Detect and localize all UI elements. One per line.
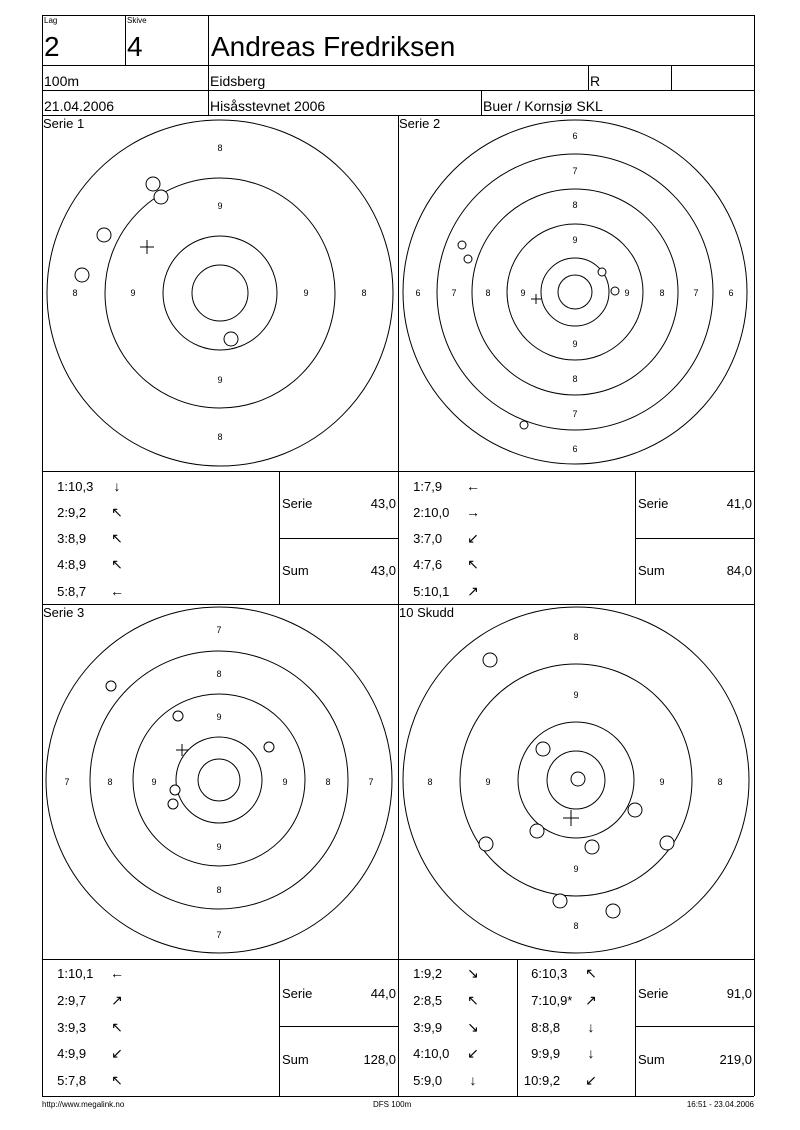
ring-label: 6 [572,444,578,454]
serie-value: 91,0 [726,986,752,1001]
skive-label: Skive [127,16,147,25]
shot-hole [97,228,111,242]
shot-row: 3:9,3 ↖ [42,1020,126,1034]
ring-label: 9 [573,690,579,700]
direction-arrow-icon: ← [110,583,124,599]
sum-label: Sum [282,1052,309,1067]
club: Eidsberg [210,73,266,89]
shot-hole [75,268,89,282]
direction-arrow-icon: ↓ [587,1019,595,1035]
direction-arrow-icon: ↓ [469,1072,477,1088]
direction-arrow-icon: ↖ [111,530,123,546]
direction-arrow-icon: ↓ [113,478,121,494]
footer-url[interactable]: http://www.megalink.no [42,1100,125,1109]
target-serie-2 [398,115,754,471]
footer-timestamp: 16:51 - 23.04.2006 [686,1100,754,1109]
shot-hole [464,255,472,263]
date: 21.04.2006 [44,98,115,114]
shot-row: 7:10,9* ↗ [516,993,600,1007]
serie-label: Serie [282,496,313,511]
shot-hole [530,824,544,838]
shot-row: 1:7,9 ← [413,478,480,494]
ring-label: 6 [415,288,421,298]
serie-label: Serie [638,986,669,1001]
target-title-2: Serie 2 [399,116,441,131]
ring-label: 6 [572,131,578,141]
ring-label: 8 [216,669,222,679]
ring-label: 7 [368,777,374,787]
serie-value: 44,0 [370,986,396,1001]
ring-label: 9 [573,864,579,874]
shot-row: 5:8,7 ← [57,583,124,599]
direction-arrow-icon: ↘ [467,965,479,981]
sum-value: 128,0 [363,1052,396,1067]
shot-hole [585,840,599,854]
shot-row: 6:10,3 ↖ [516,966,600,980]
ring-label: 8 [573,632,579,642]
ring-label: 9 [303,288,309,298]
serie-value: 43,0 [370,496,396,511]
ring-label: 8 [573,921,579,931]
shot-row: 3:8,9 ↖ [42,531,126,545]
shot-row: 1:10,3 ↓ [42,479,126,493]
serie-value: 41,0 [726,496,752,511]
shot-hole [660,836,674,850]
ring-label: 9 [624,288,630,298]
target-serie-3 [42,604,398,959]
shot-hole [611,287,619,295]
shot-row: 5:10,1 ↗ [398,584,482,598]
direction-arrow-icon: ↖ [111,504,123,520]
ring-label: 7 [64,777,70,787]
ring-label: 8 [361,288,367,298]
ring-label: 7 [572,166,578,176]
shot-row: 5:9,0 ↓ [398,1073,482,1087]
shot-hole [606,904,620,918]
direction-arrow-icon: ↖ [111,1072,123,1088]
direction-arrow-icon: ↓ [587,1045,595,1061]
shot-hole [628,803,642,817]
ring-label: 8 [217,143,223,153]
direction-arrow-icon: → [466,504,480,520]
ring-label: 9 [130,288,136,298]
shot-row: 4:7,6 ↖ [398,557,482,571]
shot-hole [479,837,493,851]
shot-row: 4:9,9 ↙ [42,1046,126,1060]
shot-row: 1:10,1 ← [57,965,124,981]
shot-row: 4:8,9 ↖ [42,557,126,571]
shot-hole [264,742,274,752]
shot-row: 5:7,8 ↖ [42,1073,126,1087]
ring-label: 9 [485,777,491,787]
shot-row: 2:8,5 ↖ [398,993,482,1007]
ring-label: 7 [216,625,222,635]
ring-label: 8 [659,288,665,298]
direction-arrow-icon: ↖ [467,556,479,572]
sum-label: Sum [282,563,309,578]
direction-arrow-icon: ↙ [467,1045,479,1061]
shot-row: 2:10,0 → [413,504,480,520]
ring-label: 7 [572,409,578,419]
ring-label: 9 [520,288,526,298]
ring-label: 8 [217,432,223,442]
sum-value: 84,0 [726,563,752,578]
ring-label: 9 [216,842,222,852]
ring-label: 8 [717,777,723,787]
shot-row: 8:8,8 ↓ [516,1020,600,1034]
shot-hole [106,681,116,691]
ring-label: 8 [72,288,78,298]
lag-label: Lag [44,16,58,25]
ring-label: 9 [217,201,223,211]
target-10-skudd [398,604,754,959]
ring-label: 8 [572,374,578,384]
sum-value: 43,0 [370,563,396,578]
team-name: Buer / Kornsjø SKL [483,98,603,114]
sum-label: Sum [638,1052,665,1067]
direction-arrow-icon: ↗ [111,992,123,1008]
shot-hole [458,241,466,249]
shot-hole [173,711,183,721]
ring-label: 9 [216,712,222,722]
ring-label: 8 [485,288,491,298]
shot-hole [154,190,168,204]
direction-arrow-icon: ← [466,478,480,494]
footer-program: DFS 100m [373,1100,412,1109]
target-title-3: Serie 3 [43,605,85,620]
shot-hole [168,799,178,809]
target-serie-1 [42,115,398,471]
shot-hole [170,785,180,795]
direction-arrow-icon: ↘ [467,1019,479,1035]
skive-value: 4 [127,31,143,62]
shot-hole [571,772,585,786]
serie-label: Serie [638,496,669,511]
distance: 100m [44,73,80,89]
ring-label: 9 [217,375,223,385]
ring-label: 7 [693,288,699,298]
ring-label: 8 [427,777,433,787]
shot-row: 3:9,9 ↘ [398,1020,482,1034]
ring-label: 6 [728,288,734,298]
direction-arrow-icon: ↖ [467,992,479,1008]
ring-label: 8 [572,200,578,210]
shot-hole [598,268,606,276]
ring-label: 8 [325,777,331,787]
shot-hole [224,332,238,346]
ring-label: 9 [572,339,578,349]
shot-row: 1:9,2 ↘ [398,966,482,980]
shot-row: 3:7,0 ↙ [398,531,482,545]
direction-arrow-icon: ← [110,965,124,981]
event-name: Hisåsstevnet 2006 [210,98,326,114]
lag-value: 2 [44,31,60,62]
direction-arrow-icon: ↙ [467,530,479,546]
ring-label: 7 [451,288,457,298]
shot-hole [483,653,497,667]
shot-row: 9:9,9 ↓ [516,1046,600,1060]
direction-arrow-icon: ↙ [111,1045,123,1061]
serie-label: Serie [282,986,313,1001]
shot-row: 2:9,7 ↗ [42,993,126,1007]
direction-arrow-icon: ↖ [585,965,597,981]
sum-value: 219,0 [719,1052,752,1067]
sum-label: Sum [638,563,665,578]
target-title-1: Serie 1 [43,116,85,131]
shot-hole [553,894,567,908]
shot-row: 2:9,2 ↖ [42,505,126,519]
class: R [590,73,601,89]
shot-hole [146,177,160,191]
shot-hole [520,421,528,429]
ring-label: 9 [282,777,288,787]
ring-label: 8 [107,777,113,787]
ring-label: 9 [572,235,578,245]
target-title-4: 10 Skudd [399,605,454,620]
ring-label: 7 [216,930,222,940]
shot-row: 4:10,0 ↙ [398,1046,482,1060]
direction-arrow-icon: ↖ [111,556,123,572]
direction-arrow-icon: ↙ [585,1072,597,1088]
direction-arrow-icon: ↗ [585,992,597,1008]
shot-row: 10:9,2 ↙ [516,1073,600,1087]
shot-hole [536,742,550,756]
ring-label: 9 [659,777,665,787]
shooter-name: Andreas Fredriksen [211,31,456,62]
ring-label: 8 [216,885,222,895]
direction-arrow-icon: ↗ [467,583,479,599]
direction-arrow-icon: ↖ [111,1019,123,1035]
ring-label: 9 [151,777,157,787]
